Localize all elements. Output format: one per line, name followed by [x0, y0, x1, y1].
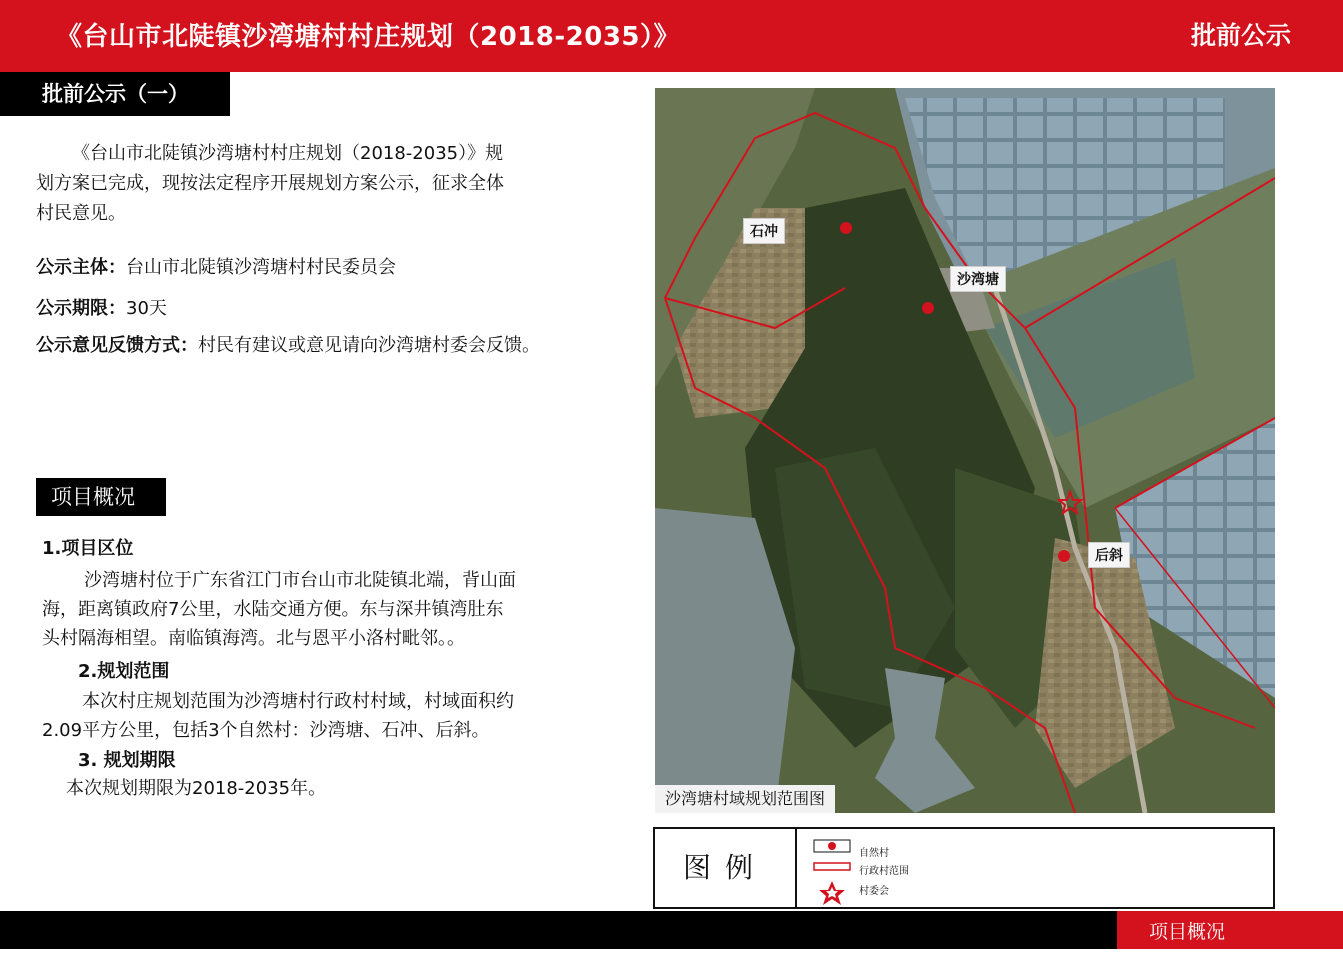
heading-scope: 2.规划范围 [78, 661, 170, 682]
legend-boundary-swatch [813, 861, 853, 873]
map-legend [653, 827, 1275, 909]
feedback-key: 公示意见反馈方式： [36, 335, 198, 356]
intro-line: 划方案已完成，现按法定程序开展规划方案公示，征求全体 [36, 173, 504, 194]
header-bar [0, 0, 1343, 72]
village-marker [840, 222, 852, 234]
legend-item-village: 自然村 [859, 848, 889, 859]
section-tab-overview: 项目概况 [36, 478, 166, 516]
legend-item-boundary: 行政村范围 [859, 866, 909, 877]
legend-village-swatch [813, 839, 853, 853]
map-graphic [655, 88, 1275, 813]
village-label-shawantang: 沙湾塘 [950, 266, 1006, 292]
footer-tag: 项目概况 [1117, 911, 1343, 949]
legend-star-icon [817, 879, 847, 907]
location-line: 海，距离镇政府7公里，水陆交通方便。东与深井镇湾肚东 [42, 599, 504, 620]
heading-period: 3. 规划期限 [78, 750, 176, 771]
legend-title: 图例 [655, 829, 797, 907]
scope-line: 本次村庄规划范围为沙湾塘村行政村村域，村域面积约 [82, 691, 514, 712]
intro-paragraph [36, 139, 616, 229]
subject-value: 台山市北陡镇沙湾塘村村民委员会 [126, 257, 396, 278]
village-label-houxie: 后斜 [1088, 542, 1130, 568]
page-title: 《台山市北陡镇沙湾塘村村庄规划（2018-2035）》 [56, 22, 681, 52]
period-line: 本次规划期限为2018-2035年。 [66, 778, 327, 799]
period-value: 30天 [126, 298, 167, 319]
subject-row [36, 253, 396, 279]
map-caption: 沙湾塘村域规划范围图 [655, 785, 835, 813]
subject-key: 公示主体： [36, 257, 126, 278]
period-row [36, 294, 167, 320]
intro-line: 《台山市北陡镇沙湾塘村村庄规划（2018-2035）》规 [72, 143, 504, 164]
intro-line: 村民意见。 [36, 203, 126, 224]
village-label-shichong: 石冲 [743, 218, 785, 244]
village-marker [922, 302, 934, 314]
legend-item-committee: 村委会 [859, 886, 889, 897]
location-line: 沙湾塘村位于广东省江门市台山市北陡镇北端，背山面 [84, 570, 516, 591]
feedback-row [36, 331, 540, 357]
feedback-value: 村民有建议或意见请向沙湾塘村委会反馈。 [198, 335, 540, 356]
village-marker [1058, 550, 1070, 562]
period-key: 公示期限： [36, 298, 126, 319]
section-tab-announcement: 批前公示（一） [0, 72, 230, 116]
footer-bar [0, 911, 1343, 949]
location-line: 头村隔海相望。南临镇海湾。北与恩平小洛村毗邻。。 [42, 628, 465, 649]
satellite-map [655, 88, 1275, 813]
heading-location: 1.项目区位 [42, 538, 134, 559]
scope-line: 2.09平方公里，包括3个自然村：沙湾塘、石冲、后斜。 [42, 720, 490, 741]
header-right-label: 批前公示 [1190, 21, 1291, 50]
